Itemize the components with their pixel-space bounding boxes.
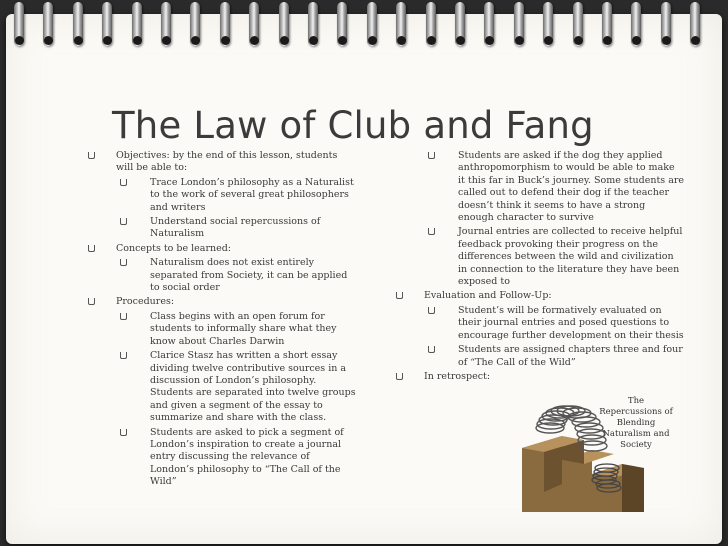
bullet-text: In retrospect:: [424, 370, 491, 382]
bullet-icon: [428, 307, 435, 314]
bullet-icon: [88, 298, 95, 305]
binding-hole: [280, 36, 289, 45]
bullet-item: [86, 350, 356, 424]
bullet-icon: [396, 373, 403, 380]
bullet-icon: [120, 179, 127, 186]
bullet-icon: [120, 218, 127, 225]
binding-hole: [368, 36, 377, 45]
binding-hole: [162, 36, 171, 45]
bullet-icon: [88, 245, 95, 252]
bullet-icon: [120, 259, 127, 266]
binding-hole: [309, 36, 318, 45]
bullet-item: [394, 226, 684, 288]
bullet-item: [394, 305, 684, 342]
bullet-text: Journal entries are collected to receive helpful feedback provoking their progress on the differences between the wild and civilization in connection to the literature they have been exposed to: [458, 226, 683, 288]
bullet-item: [86, 296, 356, 308]
bullet-icon: [120, 313, 127, 320]
binding-hole: [15, 36, 24, 45]
left-bullet-column: [86, 150, 356, 491]
bullet-icon: [120, 429, 127, 436]
binding-hole: [427, 36, 436, 45]
binding-hole: [74, 36, 83, 45]
slide-title: The Law of Club and Fang: [112, 104, 594, 147]
binding-hole: [603, 36, 612, 45]
bullet-text: Students are asked to pick a segment of London’s inspiration to create a journal entry discussing the relevance of London’s philosophy to “The Call of the Wild”: [150, 426, 344, 488]
bullet-text: Understand social repercussions of Naturalism: [150, 216, 321, 240]
bullet-item: [86, 177, 356, 214]
bullet-icon: [428, 346, 435, 353]
spiral-binding: [0, 0, 728, 52]
bullet-text: Concepts to be learned:: [116, 242, 232, 254]
bullet-icon: [428, 152, 435, 159]
bullet-icon: [88, 152, 95, 159]
binding-hole: [133, 36, 142, 45]
bullet-text: Evaluation and Follow-Up:: [424, 290, 552, 302]
bullet-item: [86, 216, 356, 241]
bullet-text: Clarice Stasz has written a short essay dividing twelve contributive sources in a discussion of London’s philosophy. Students are separated into twelve groups and given a segment of the essay to summarize and share with the class.: [150, 350, 356, 424]
binding-hole: [515, 36, 524, 45]
binding-hole: [574, 36, 583, 45]
binding-hole: [662, 36, 671, 45]
bullet-item: [394, 344, 684, 369]
bullet-text: Trace London’s philosophy as a Naturalist to the work of several great philosophers and writers: [150, 176, 354, 213]
binding-hole: [221, 36, 230, 45]
bullet-icon: [396, 292, 403, 299]
bullet-text: Students are assigned chapters three and four of “The Call of the Wild”: [458, 344, 683, 368]
bullet-item: [86, 427, 356, 489]
bullet-icon: [120, 352, 127, 359]
bullet-item: [86, 257, 356, 294]
bullet-item: [86, 150, 356, 175]
bullet-item: [394, 290, 684, 302]
bullet-text: Class begins with an open forum for students to informally share what they know about Charles Darwin: [150, 310, 337, 347]
bullet-icon: [428, 228, 435, 235]
bullet-item: [394, 150, 684, 224]
bullet-text: Procedures:: [116, 296, 175, 308]
bullet-text: Objectives: by the end of this lesson, students will be able to:: [116, 150, 338, 174]
bullet-item: [86, 311, 356, 348]
bullet-item: [394, 371, 684, 383]
figure-caption: The Repercussions of Blending Naturalism and Society: [599, 396, 673, 450]
bullet-item: [86, 243, 356, 255]
right-bullet-column: [394, 150, 684, 385]
binding-hole: [456, 36, 465, 45]
bullet-text: Students are asked if the dog they applied anthropomorphism to would be able to make it this far in Buck’s journey. Some students are called out to defend their dog if the teacher doesn’t think it seems to have a strong enough character to survive: [458, 150, 685, 224]
bullet-text: Naturalism does not exist entirely separated from Society, it can be applied to social order: [150, 257, 348, 294]
bullet-text: Student’s will be formatively evaluated on their journal entries and posed questions to encourage further development on their thesis: [458, 304, 684, 341]
